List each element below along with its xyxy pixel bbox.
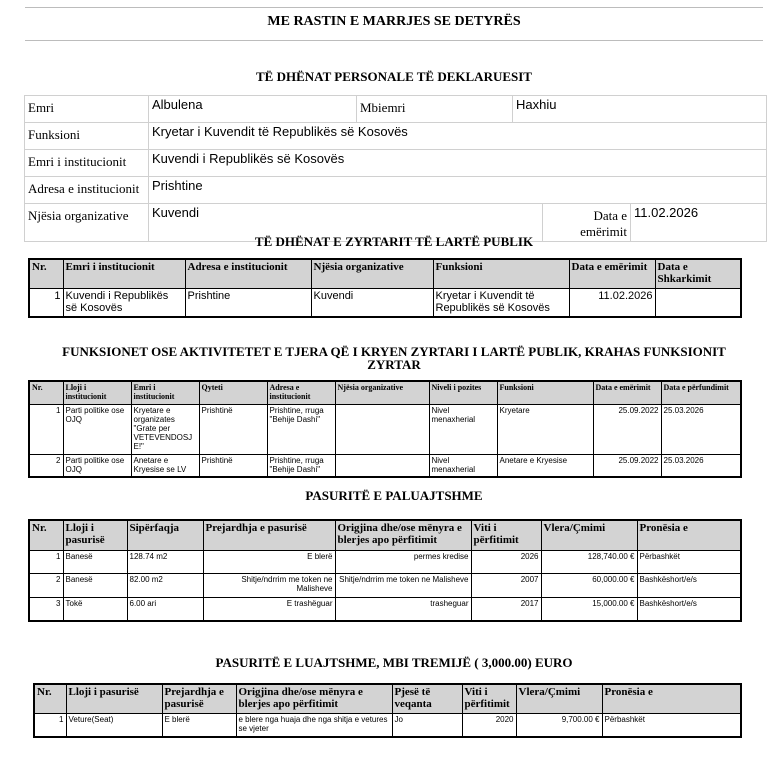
cell: Kryetare e organizates "Grate per VETEVENDOSJ E!" (131, 405, 199, 455)
njesia-value: Kuvendi (149, 204, 543, 242)
col-nr: Nr. (34, 684, 66, 714)
cell: 2020 (462, 714, 516, 738)
cell: Përbashkët (637, 551, 741, 574)
col-funksioni: Funksioni (433, 259, 569, 289)
mbiemri-label: Mbiemri (357, 96, 513, 123)
cell: 15,000.00 € (541, 598, 637, 622)
cell: Anetare e Kryesise se LV (131, 455, 199, 477)
adresa-label: Adresa e institucionit (25, 177, 149, 204)
institucioni-value: Kuvendi i Republikës së Kosovës (149, 150, 767, 177)
data-emerimit-label: Data e emërimit (543, 204, 631, 242)
emri-value: Albulena (149, 96, 357, 123)
cell: 1 (34, 714, 66, 738)
col-njesia: Njësia organizative (335, 381, 429, 405)
col-funksioni: Funksioni (497, 381, 593, 405)
cell: Kuvendi i Republikës së Kosovës (63, 289, 185, 318)
cell: Kryetare (497, 405, 593, 455)
col-lloji-pasurise: Lloji i pasurisë (66, 684, 162, 714)
movable-header-row (34, 684, 741, 714)
table-row (29, 455, 741, 477)
cell: 1 (29, 551, 63, 574)
col-siperfaqja: Sipërfaqja (127, 520, 203, 551)
movable-heading: PASURITË E LUAJTSHME, MBI TREMIJË ( 3,000.00) EURO (215, 655, 573, 670)
title-rule (25, 40, 763, 41)
cell: 11.02.2026 (569, 289, 655, 318)
col-pronesia: Pronësia e (637, 520, 741, 551)
col-origjina: Origjina dhe/ose mënyra e blerjes apo përfitimit (236, 684, 392, 714)
table-row (29, 405, 741, 455)
cell: 2026 (471, 551, 541, 574)
cell: 25.09.2022 (593, 455, 661, 477)
cell: Tokë (63, 598, 127, 622)
official-heading: TË DHËNAT E ZYRTARIT TË LARTË PUBLIK (254, 234, 534, 249)
cell: Shitje/ndrrim me token ne Malisheve (203, 574, 335, 598)
cell (335, 405, 429, 455)
movable-table (33, 683, 742, 738)
col-emri-institucionit: Emri i institucionit (63, 259, 185, 289)
col-vlera: Vlera/Çmimi (516, 684, 602, 714)
funksioni-value: Kryetar i Kuvendit të Republikës së Kosovës (149, 123, 767, 150)
table-row (29, 598, 741, 622)
cell: Bashkëshort/e/s (637, 598, 741, 622)
col-data-emerimit: Data e emërimit (569, 259, 655, 289)
cell: Prishtinë (199, 405, 267, 455)
cell: 9,700.00 € (516, 714, 602, 738)
col-adresa-institucionit: Adresa e institucionit (185, 259, 311, 289)
col-data-shkarkimit: Data e Shkarkimit (655, 259, 741, 289)
cell: Banesë (63, 574, 127, 598)
official-table (28, 258, 742, 318)
cell: Veture(Seat) (66, 714, 162, 738)
col-origjina: Origjina dhe/ose mënyra e blerjes apo përfitimit (335, 520, 471, 551)
cell: 82.00 m2 (127, 574, 203, 598)
cell: 2007 (471, 574, 541, 598)
functions-heading: FUNKSIONET OSE AKTIVITETET E TJERA QË I KRYEN ZYRTARI I LARTË PUBLIK, KRAHAS FUNKSIONIT ZYRTAR (62, 344, 726, 372)
col-nr: Nr. (29, 520, 63, 551)
cell: 25.03.2026 (661, 405, 741, 455)
personal-heading: TË DHËNAT PERSONALE TË DEKLARUESIT (256, 69, 532, 84)
immovable-header-row (29, 520, 741, 551)
cell: Anetare e Kryesise (497, 455, 593, 477)
row-emri (25, 96, 767, 123)
col-prejardhja: Prejardhja e pasurisë (203, 520, 335, 551)
emri-label: Emri (25, 96, 149, 123)
table-row (34, 714, 741, 738)
col-viti: Viti i përfitimit (471, 520, 541, 551)
table-row (29, 289, 741, 318)
table-row (29, 551, 741, 574)
col-adresa-institucionit: Adresa e institucionit (267, 381, 335, 405)
cell: Kryetar i Kuvendit të Republikës së Kosovës (433, 289, 569, 318)
cell: 6.00 ari (127, 598, 203, 622)
cell: Përbashkët (602, 714, 741, 738)
cell: 25.03.2026 (661, 455, 741, 477)
functions-header-row (29, 381, 741, 405)
col-nr: Nr. (29, 259, 63, 289)
cell: E trashëguar (203, 598, 335, 622)
cell: E blerë (203, 551, 335, 574)
cell: trasheguar (335, 598, 471, 622)
cell: Banesë (63, 551, 127, 574)
document-title: ME RASTIN E MARRJES SE DETYRËS (267, 14, 521, 29)
adresa-value: Prishtine (149, 177, 767, 204)
col-emri-institucionit: Emri i institucionit (131, 381, 199, 405)
col-niveli-pozites: Niveli i pozites (429, 381, 497, 405)
col-nr: Nr. (29, 381, 63, 405)
cell: 3 (29, 598, 63, 622)
cell: Bashkëshort/e/s (637, 574, 741, 598)
col-qyteti: Qyteti (199, 381, 267, 405)
cell: 128,740.00 € (541, 551, 637, 574)
cell: Kuvendi (311, 289, 433, 318)
col-data-emerimit: Data e emërimit (593, 381, 661, 405)
col-prejardhja: Prejardhja e pasurisë (162, 684, 236, 714)
cell: 1 (29, 405, 63, 455)
cell: 2 (29, 455, 63, 477)
col-viti: Viti i përfitimit (462, 684, 516, 714)
col-vlera: Vlera/Çmimi (541, 520, 637, 551)
row-institucioni (25, 150, 767, 177)
data-emerimit-value: 11.02.2026 (631, 204, 767, 242)
cell: Prishtine, rruga "Behije Dashi" (267, 405, 335, 455)
cell: Prishtinë (199, 455, 267, 477)
cell (655, 289, 741, 318)
cell: Nivel menaxherial (429, 455, 497, 477)
cell: Prishtine (185, 289, 311, 318)
col-njesia: Njësia organizative (311, 259, 433, 289)
cell: E blerë (162, 714, 236, 738)
personal-data-table (24, 95, 767, 242)
cell: e blere nga huaja dhe nga shitja e vetures se vjeter (236, 714, 392, 738)
cell: Nivel menaxherial (429, 405, 497, 455)
cell: permes kredise (335, 551, 471, 574)
row-adresa (25, 177, 767, 204)
col-pjese-veqanta: Pjesë të veqanta (392, 684, 462, 714)
cell: Shitje/ndrrim me token ne Malisheve (335, 574, 471, 598)
mbiemri-value: Haxhiu (513, 96, 767, 123)
cell: Prishtine, rruga "Behije Dashi" (267, 455, 335, 477)
immovable-heading: PASURITË E PALUAJTSHME (305, 488, 483, 503)
cell: 1 (29, 289, 63, 318)
cell: 2 (29, 574, 63, 598)
functions-table (28, 380, 742, 478)
cell: 60,000.00 € (541, 574, 637, 598)
cell: 2017 (471, 598, 541, 622)
cell: 25.09.2022 (593, 405, 661, 455)
official-header-row (29, 259, 741, 289)
table-row (29, 574, 741, 598)
institucioni-label: Emri i institucionit (25, 150, 149, 177)
col-lloji-pasurise: Lloji i pasurisë (63, 520, 127, 551)
cell: Parti politike ose OJQ (63, 405, 131, 455)
col-lloji-institucionit: Lloji i institucionit (63, 381, 131, 405)
top-rule (25, 7, 763, 8)
cell: Jo (392, 714, 462, 738)
cell: Parti politike ose OJQ (63, 455, 131, 477)
col-data-perfundimit: Data e përfundimit (661, 381, 741, 405)
funksioni-label: Funksioni (25, 123, 149, 150)
njesia-label: Njësia organizative (25, 204, 149, 242)
col-pronesia: Pronësia e (602, 684, 741, 714)
cell: 128.74 m2 (127, 551, 203, 574)
row-funksioni (25, 123, 767, 150)
immovable-table (28, 519, 742, 622)
cell (335, 455, 429, 477)
